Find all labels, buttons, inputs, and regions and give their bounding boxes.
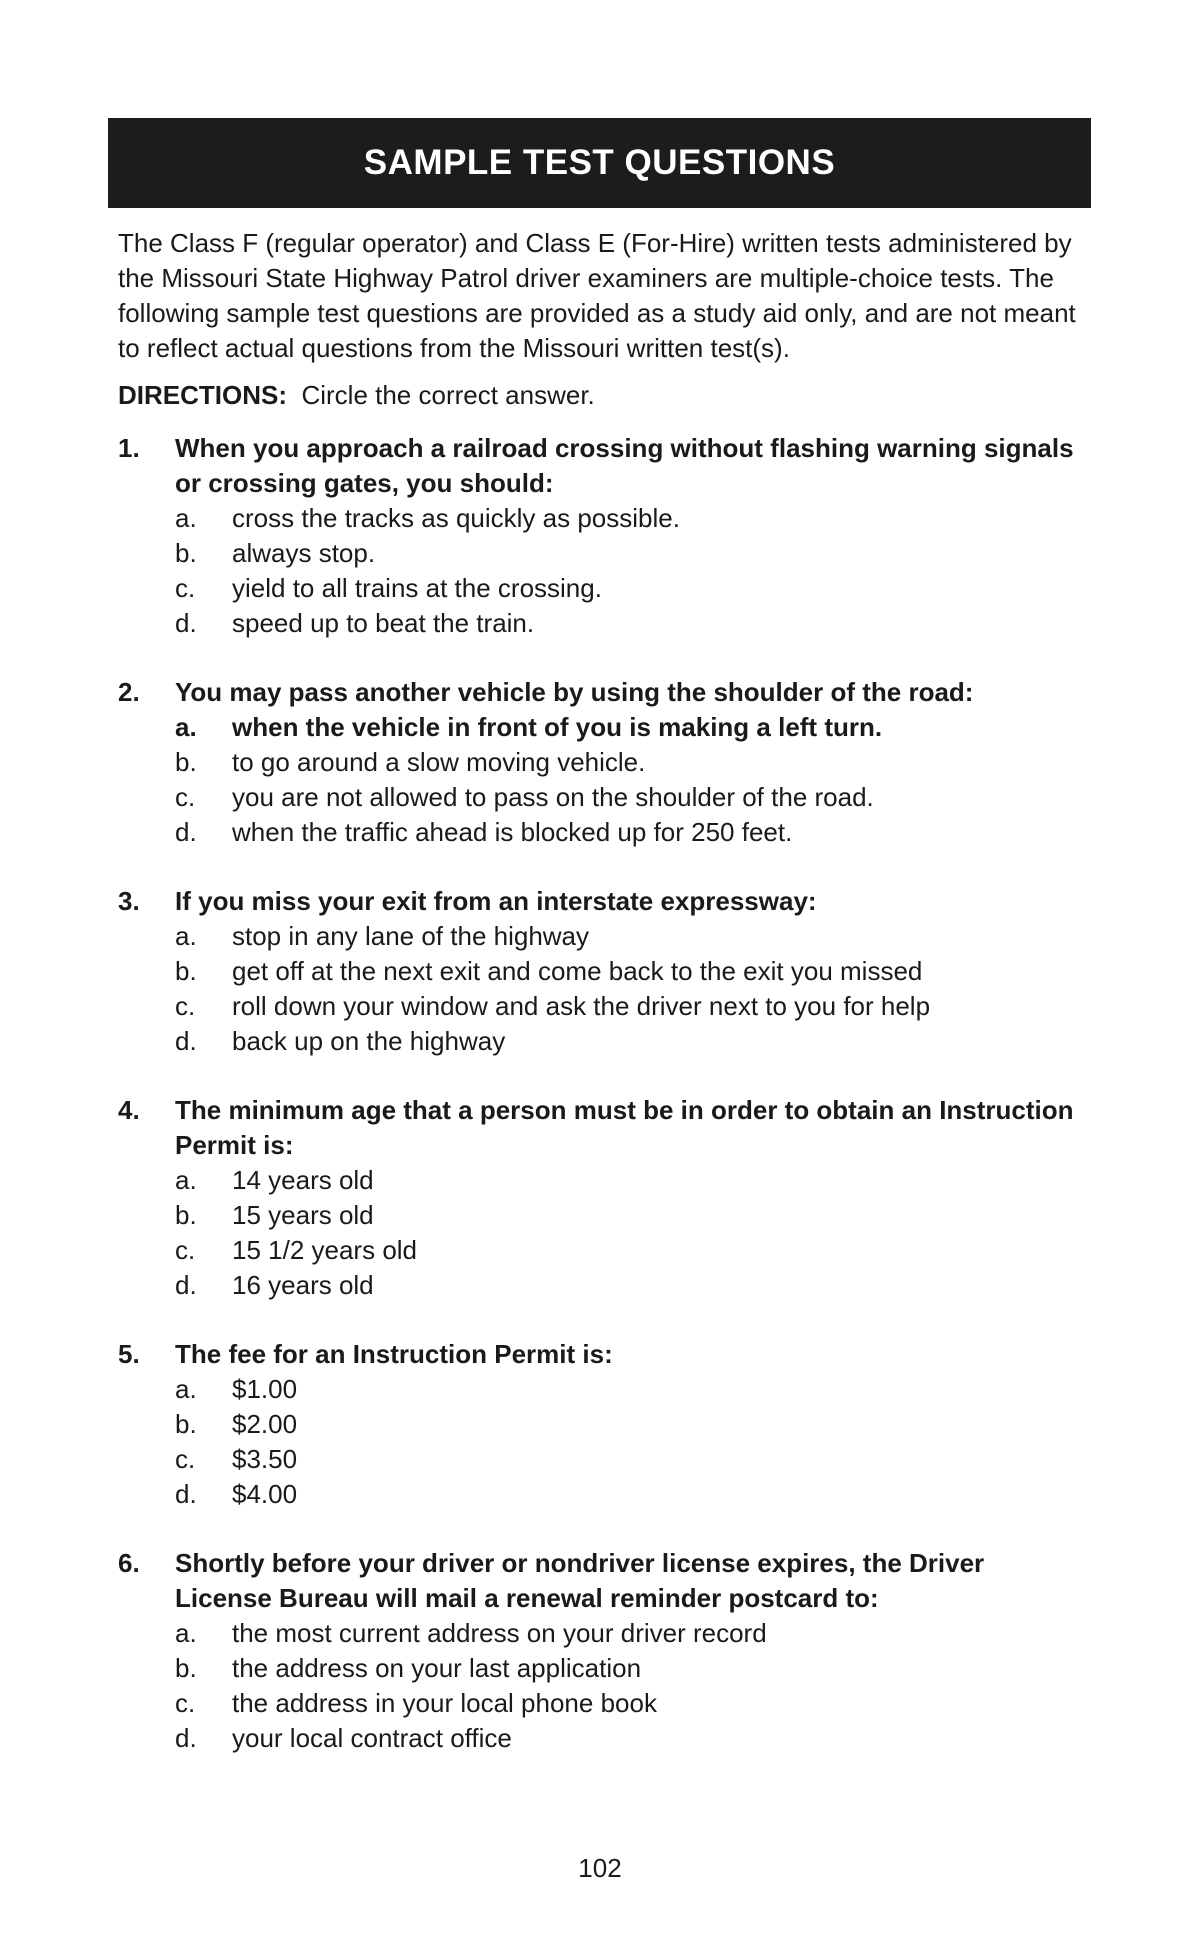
document-page: [108, 118, 1091, 1790]
option-letter: c.: [175, 1444, 196, 1474]
directions-text: Circle the correct answer.: [301, 380, 595, 410]
option-text: $2.00: [232, 1409, 298, 1439]
option-letter: d.: [175, 1270, 197, 1300]
option-letter: d.: [175, 1479, 197, 1509]
option-text: stop in any lane of the highway: [232, 921, 590, 951]
option-text: when the traffic ahead is blocked up for 250 feet.: [232, 817, 793, 847]
question-number: 6.: [118, 1548, 140, 1578]
answer-option: [175, 1721, 1081, 1756]
question-4: [118, 1093, 1081, 1303]
option-text: $1.00: [232, 1374, 298, 1404]
option-letter: c.: [175, 1688, 196, 1718]
title-banner: [108, 118, 1091, 208]
question-6-head: [118, 1546, 1081, 1616]
answer-option: [175, 745, 1081, 780]
answer-option: [175, 1233, 1081, 1268]
answer-option-highlighted: [175, 710, 1081, 745]
option-text: $3.50: [232, 1444, 298, 1474]
question-text: You may pass another vehicle by using the shoulder of the road:: [175, 677, 974, 707]
option-letter: b.: [175, 1409, 197, 1439]
answer-option: [175, 1024, 1081, 1059]
option-text: cross the tracks as quickly as possible.: [232, 503, 680, 533]
answer-option: [175, 1372, 1081, 1407]
question-number: 3.: [118, 886, 140, 916]
question-number: 2.: [118, 677, 140, 707]
option-text: always stop.: [232, 538, 376, 568]
option-text: $4.00: [232, 1479, 298, 1509]
option-text: when the vehicle in front of you is making a left turn.: [232, 712, 883, 742]
question-4-head: [118, 1093, 1081, 1163]
answer-option: [175, 1686, 1081, 1721]
page-title: SAMPLE TEST QUESTIONS: [363, 143, 836, 182]
question-1-head: [118, 431, 1081, 501]
option-text: 15 years old: [232, 1200, 374, 1230]
option-text: speed up to beat the train.: [232, 608, 535, 638]
question-3-head: [118, 884, 1081, 919]
option-letter: b.: [175, 956, 197, 986]
option-letter: a.: [175, 1374, 197, 1404]
option-letter: d.: [175, 817, 197, 847]
option-letter: b.: [175, 747, 197, 777]
question-text: When you approach a railroad crossing without flashing warning signals or crossing gates, you should:: [175, 433, 1074, 498]
question-text: If you miss your exit from an interstate expressway:: [175, 886, 817, 916]
directions-label: DIRECTIONS:: [118, 380, 287, 410]
answer-option: [175, 1616, 1081, 1651]
option-letter: c.: [175, 991, 196, 1021]
option-letter: b.: [175, 538, 197, 568]
option-letter: a.: [175, 503, 197, 533]
answer-option: [175, 919, 1081, 954]
question-number: 1.: [118, 433, 140, 463]
answer-option: [175, 1442, 1081, 1477]
answer-option: [175, 1407, 1081, 1442]
answer-option: [175, 1198, 1081, 1233]
option-text: yield to all trains at the crossing.: [232, 573, 602, 603]
answer-option: [175, 780, 1081, 815]
directions: [118, 378, 1081, 413]
option-text: the address on your last application: [232, 1653, 642, 1683]
answer-option: [175, 1163, 1081, 1198]
answer-option: [175, 1268, 1081, 1303]
question-text: The minimum age that a person must be in order to obtain an Instruction Permit is:: [175, 1095, 1074, 1160]
option-text: the address in your local phone book: [232, 1688, 657, 1718]
option-text: 14 years old: [232, 1165, 374, 1195]
option-text: the most current address on your driver record: [232, 1618, 767, 1648]
question-5: [118, 1337, 1081, 1512]
option-letter: a.: [175, 1165, 197, 1195]
question-1: [118, 431, 1081, 641]
question-5-head: [118, 1337, 1081, 1372]
question-6: [118, 1546, 1081, 1756]
option-letter: d.: [175, 1026, 197, 1056]
answer-option: [175, 501, 1081, 536]
option-letter: c.: [175, 1235, 196, 1265]
page-number: 102: [578, 1853, 622, 1883]
option-letter: c.: [175, 782, 196, 812]
answer-option: [175, 954, 1081, 989]
option-text: roll down your window and ask the driver next to you for help: [232, 991, 931, 1021]
answer-option: [175, 571, 1081, 606]
option-letter: a.: [175, 921, 197, 951]
answer-option: [175, 606, 1081, 641]
option-text: your local contract office: [232, 1723, 512, 1753]
option-letter: b.: [175, 1200, 197, 1230]
option-text: 16 years old: [232, 1270, 374, 1300]
option-letter: c.: [175, 573, 196, 603]
option-letter: a.: [175, 712, 197, 742]
option-text: you are not allowed to pass on the shoulder of the road.: [232, 782, 874, 812]
answer-option: [175, 536, 1081, 571]
question-3: [118, 884, 1081, 1059]
option-letter: a.: [175, 1618, 197, 1648]
question-2: [118, 675, 1081, 850]
question-2-head: [118, 675, 1081, 710]
option-text: get off at the next exit and come back to the exit you missed: [232, 956, 923, 986]
answer-option: [175, 1651, 1081, 1686]
answer-option: [175, 815, 1081, 850]
option-text: 15 1/2 years old: [232, 1235, 418, 1265]
question-number: 4.: [118, 1095, 140, 1125]
option-letter: b.: [175, 1653, 197, 1683]
question-text: The fee for an Instruction Permit is:: [175, 1339, 613, 1369]
option-letter: d.: [175, 1723, 197, 1753]
question-text: Shortly before your driver or nondriver license expires, the Driver License Bureau will mail a renewal reminder postcard to:: [175, 1548, 985, 1613]
question-number: 5.: [118, 1339, 140, 1369]
option-text: to go around a slow moving vehicle.: [232, 747, 646, 777]
question-list: [118, 431, 1081, 1756]
answer-option: [175, 989, 1081, 1024]
option-letter: d.: [175, 608, 197, 638]
intro-paragraph: The Class F (regular operator) and Class E (For-Hire) written tests administered by the Missouri State Highway Patrol driver examiners are multiple-choice tests. The following sample test questions are provided as a study aid only, and are not meant to reflect actual questions from the Missouri written test(s).: [118, 228, 1076, 363]
answer-option: [175, 1477, 1081, 1512]
option-text: back up on the highway: [232, 1026, 506, 1056]
